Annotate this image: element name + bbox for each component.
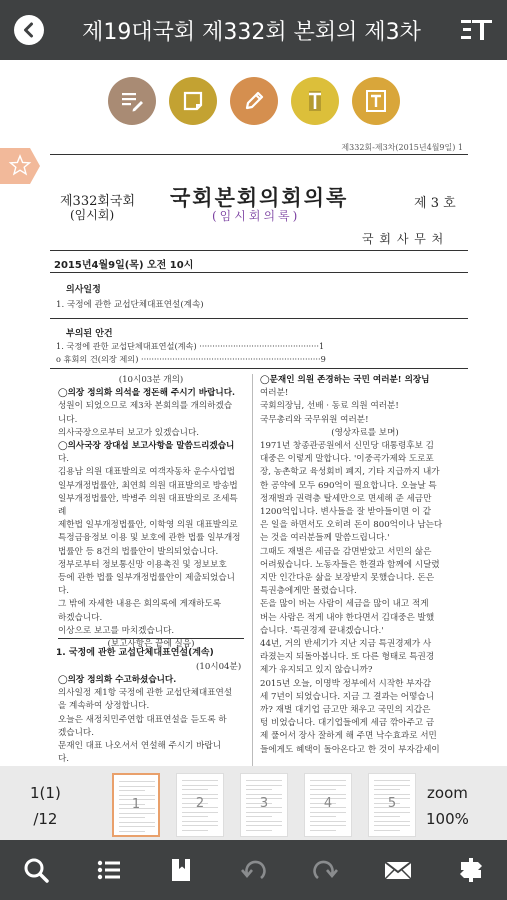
thumbnail-text-line [119, 813, 155, 814]
thumbnail-text-line [310, 830, 336, 831]
bookmark-icon [167, 856, 195, 884]
thumbnail-text-line [374, 780, 410, 781]
thumbnail-text-line [182, 780, 218, 781]
thumbnail-text-line [182, 821, 218, 822]
text-line: 세 7년이 되었습니다. 지금 그 결과는 어떻습니 [260, 691, 435, 702]
zoom-value: 100% [426, 810, 469, 828]
toc-heading: 부의된 안건 [66, 329, 113, 339]
thumbnail-text-line [119, 826, 155, 827]
text-line: 겠습니다. [58, 727, 94, 738]
text-line: 니다. [58, 414, 78, 425]
left-text-column [58, 374, 244, 651]
thumbnail-text-line [119, 790, 145, 791]
toc-item: o 휴회의 건(의장 제의) ·····································································9 [56, 354, 326, 364]
thumbnail-page-number: 2 [195, 796, 205, 811]
column-divider [252, 374, 253, 766]
redo-button[interactable] [308, 852, 344, 888]
thumbnail-text-line [374, 789, 400, 790]
thumbnail-text-line [246, 812, 282, 813]
text-line: ◯의장 정의화 의석을 정돈해 주시기 바랍니다. [58, 388, 235, 399]
back-button[interactable] [14, 15, 44, 45]
title-divider [50, 250, 468, 251]
text-line: 장, 농촌학교 육성회비 폐지, 기타 지급까지 내가 [260, 467, 440, 478]
text-line: 한 공약에 모두 690억이 필요합니다. 오늘날 특 [260, 480, 437, 491]
text-line: 여러분! [260, 388, 289, 399]
top-bar [0, 0, 507, 60]
text-line: (영상자료를 보며) [331, 427, 399, 438]
note-tool-button[interactable] [108, 77, 156, 125]
thumbnail-text-line [246, 816, 272, 817]
text-line: 44년, 거의 반세기가 지난 지금 특권경제가 사 [260, 639, 432, 650]
page-header: 제332회-제3차(2015년4월9일) 1 [341, 143, 463, 152]
text-line: 오늘은 새정치민주연합 대표연설을 듣도록 하 [58, 714, 227, 725]
thumbnail-text-line [119, 795, 155, 796]
date-line: 2015년4월9일(목) 오전 10시 [54, 260, 194, 271]
list-button[interactable] [91, 852, 127, 888]
text-line: 성원이 되었으므로 제3차 본회의를 개의하겠습 [58, 401, 233, 412]
redo-icon [312, 856, 340, 884]
text-line: 2015년 오늘, 이명박 정부에서 시작한 부자감 [260, 678, 432, 689]
thumbnail-text-line [119, 781, 155, 782]
text-line: 지만 인간다운 삶을 보장받지 못했습니다. 돈은 [260, 573, 435, 584]
text-line: 제 풀어서 장사 잘하게 해 주면 낙수효과로 서민 [260, 731, 437, 742]
memo-icon [179, 87, 207, 115]
text-line: 하겠습니다. [58, 612, 103, 623]
office-name: 국 회 사 무 처 [362, 232, 445, 246]
thumbnail-page-number: 1 [131, 797, 141, 812]
pencil-icon [240, 87, 268, 115]
highlight-tool-button[interactable] [291, 77, 339, 125]
text-line: 돈을 많이 버는 사람이 세금을 많이 내고 적게 [260, 599, 429, 610]
thumbnail-text-line [246, 794, 282, 795]
thumbnail-text-line [246, 825, 282, 826]
thumbnail-text-line [310, 789, 336, 790]
text-line: 정부로부터 정보통신망 이용촉진 및 정보보호 [58, 559, 227, 570]
page-indicator [30, 780, 61, 832]
text-line: 은 일을 하면서도 오히려 돈이 800억이나 남는다 [260, 520, 443, 531]
bookmark-star-icon[interactable] [0, 148, 44, 184]
text-line: (보고사항은 끝에 실음) [107, 639, 195, 650]
text-line: 들에게도 혜택이 돌아온다고 한 것이 부자감세이 [260, 744, 440, 755]
thumbnail-text-line [310, 812, 346, 813]
current-page: 1(1) [30, 784, 61, 802]
annotation-toolbar [0, 60, 507, 142]
thumbnail-page-number: 4 [323, 796, 333, 811]
text-line: 텅 비었습니다. 대기업들에게 세금 깎아주고 금 [260, 718, 435, 729]
thumbnail-text-line [310, 794, 346, 795]
subtitle: (임시회의록) [212, 209, 301, 223]
list-icon [95, 856, 123, 884]
total-pages: /12 [33, 810, 58, 828]
thumbnail-text-line [374, 830, 400, 831]
text-line: 까? 재벌 대기업 금고만 채우고 국민의 지갑은 [260, 705, 431, 716]
thumbnail-text-line [310, 780, 346, 781]
page-thumbnail[interactable] [240, 773, 288, 837]
thumbnail-text-line [246, 780, 282, 781]
thumbnail-text-line [246, 821, 282, 822]
issue-number: 제 3 호 [414, 196, 456, 211]
zoom-control[interactable] [426, 780, 469, 832]
thumbnail-text-line [374, 816, 400, 817]
signpost-icon [457, 856, 485, 884]
text-line: 제한법 일부개정법률안, 이학영 의원 대표발의로 [58, 520, 238, 531]
text-line: 일부개정법률안, 박병주 의원 대표발의로 조세특례 [58, 493, 238, 518]
thumbnail-text-line [310, 825, 346, 826]
text-line: 특정금융정보 이용 및 보호에 관한 법률 일부개정 [58, 533, 241, 544]
thumbnail-text-line [119, 786, 155, 787]
thumbnail-text-line [119, 831, 145, 832]
thumbnail-text-line [182, 830, 208, 831]
signpost-button[interactable] [453, 852, 489, 888]
text-line: 등에 관한 법률 일부개정법률안이 제출되었습니다. [58, 573, 235, 597]
thumbnail-text-line [182, 785, 218, 786]
page-thumbnail[interactable] [112, 773, 160, 837]
text-line: 문재인 대표 나오셔서 연설해 주시기 바랍니 [58, 741, 222, 752]
text-line: 다. [58, 454, 70, 465]
thumbnail-text-line [374, 785, 410, 786]
text-line: 정재벌과 권력층 탈세만으로 면세해 준 세금만 [260, 493, 432, 504]
thumbnail-text-line [182, 789, 208, 790]
text-line: ◯의사국장 장대섭 보고사항을 말씀드리겠습니 [58, 441, 235, 452]
text-box-icon [362, 87, 390, 115]
date-divider [50, 272, 468, 273]
thumbnail-text-line [310, 785, 346, 786]
thumbnail-text-line [374, 794, 410, 795]
bottom-navigation [0, 840, 507, 900]
thumbnail-text-line [246, 830, 272, 831]
text-line: 이상으로 보고를 마치겠습니다. [58, 625, 175, 636]
text-line: 그 밖에 자세한 내용은 회의록에 게재하도록 [58, 599, 222, 610]
thumbnail-page-number: 5 [387, 796, 397, 811]
thumbnail-text-line [246, 789, 272, 790]
text-line: 의사국장으로부터 보고가 있겠습니다. [58, 427, 200, 438]
search-icon [22, 856, 50, 884]
section-divider [58, 638, 244, 639]
bookmark-button[interactable] [163, 852, 199, 888]
thumbnail-text-line [119, 817, 145, 818]
thumbnail-text-line [182, 825, 218, 826]
thumbnail-text-line [182, 794, 218, 795]
text-line: 1200억입니다. 변사들을 잘 받아들이면 이 같 [260, 507, 432, 518]
text-line: 국회의장님, 선배 · 동료 의원 여러분! [260, 401, 399, 412]
text-line: 그때도 재벌은 세금을 감면받았고 서민의 삶은 [260, 546, 432, 557]
undo-icon [239, 856, 267, 884]
text-line: 다. [58, 754, 70, 765]
thumbnail-text-line [182, 816, 208, 817]
main-title: 국회본회의회의록 [170, 185, 349, 210]
right-text-column [260, 374, 470, 757]
text-line: ◯문재인 의원 존경하는 국민 여러분! 의장님 [260, 375, 430, 385]
text-highlight-icon [301, 87, 329, 115]
text-line: 국무총리와 국무위원 여러분! [260, 414, 369, 425]
left-text-column-2 [58, 674, 244, 766]
document-title: 제19대국회 제332회 본회의 제3차 [82, 19, 421, 45]
thumbnail-text-line [246, 785, 282, 786]
zoom-label: zoom [427, 784, 468, 802]
page-thumbnail[interactable] [304, 773, 352, 837]
text-tool-button[interactable] [352, 77, 400, 125]
thumbnail-bar [0, 766, 507, 840]
text-line: 의사일정 제1항 국정에 관한 교섭단체대표연설 [58, 688, 233, 699]
agenda-item: 1. 국정에 관한 교섭단체대표연설(계속) [56, 300, 204, 310]
page-thumbnail[interactable] [176, 773, 224, 837]
thumbnail-text-line [374, 821, 410, 822]
thumbnail-page-number: 3 [259, 796, 269, 811]
note-lines-icon [118, 87, 146, 115]
thumbnail-text-line [374, 825, 410, 826]
undo-button[interactable] [235, 852, 271, 888]
text-line: 대중은 이렇게 말합니다. '이중곡가제와 도로포 [260, 454, 434, 465]
pen-tool-button[interactable] [230, 77, 278, 125]
page-thumbnail[interactable] [368, 773, 416, 837]
section-title: 1. 국정에 관한 교섭단체대표연설(계속) [56, 648, 214, 658]
text-line: 라졌는지 되돌아봅니다. 또 다른 형태로 특권경 [260, 652, 435, 663]
text-line: 버는 사람은 적게 내야 한다면서 김대중은 발했 [260, 612, 435, 623]
header-divider [50, 154, 468, 155]
text-line: ◯의장 정의화 수고하셨습니다. [58, 675, 177, 685]
text-line: (10시03분 개의) [118, 375, 184, 385]
search-button[interactable] [18, 852, 54, 888]
text-line: 법률안 등 8건의 법률안이 발의되었습니다. [58, 546, 219, 557]
toc-divider [50, 368, 468, 369]
thumbnail-text-line [182, 812, 218, 813]
toc-item: 1. 국정에 관한 교섭단체대표연설(계속) ··············································1 [56, 341, 325, 351]
text-line: 는 것을 여러분들께 말씀드립니다.' [260, 533, 390, 544]
thumbnail-text-line [310, 816, 336, 817]
text-line: 을 계속하여 상정합니다. [58, 701, 150, 712]
text-line: 일부개정법률안, 최연희 의원 대표발의로 방송법 [58, 480, 238, 491]
section-time: (10시04분) [196, 662, 242, 672]
thumbnail-text-line [310, 821, 346, 822]
et-logo-icon[interactable] [459, 12, 495, 48]
mail-icon [383, 856, 413, 884]
mail-button[interactable] [380, 852, 416, 888]
document-page[interactable] [0, 142, 507, 766]
chevron-left-icon [21, 22, 37, 38]
session-type: (임시회) [70, 208, 115, 222]
text-line: 습니다. '특권경제 끝내겠습니다.' [260, 625, 384, 636]
text-line: 1971년 창종관공원에서 신민당 대통령후보 김 [260, 441, 434, 452]
text-line: 김용남 의원 대표발의로 여객자동차 운수사업법 [58, 467, 235, 478]
agenda-heading: 의사일정 [66, 285, 101, 295]
thumbnail-text-line [374, 812, 410, 813]
text-line: 특권층에게만 몰렸습니다. [260, 586, 357, 597]
session-label: 제332회국회 [60, 194, 136, 209]
text-line: 제가 유지되고 있지 않습니까? [260, 665, 373, 676]
thumbnail-text-line [119, 822, 155, 823]
agenda-divider [50, 318, 468, 319]
memo-tool-button[interactable] [169, 77, 217, 125]
text-line: 어려웠습니다. 노동자들은 한결과 함께에 시달렸 [260, 559, 440, 570]
